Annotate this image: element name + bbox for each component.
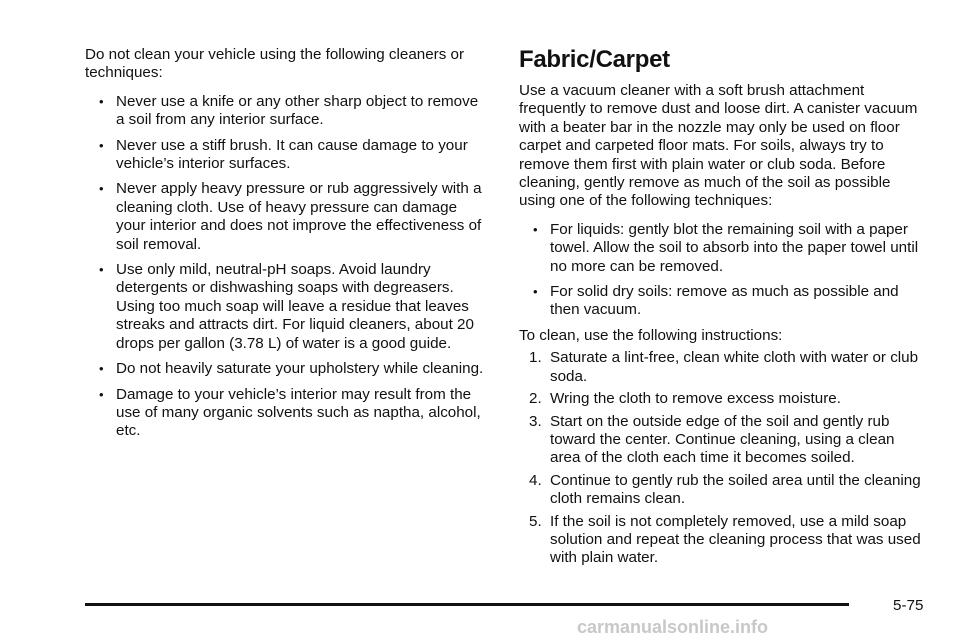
bullet-text: Never use a knife or any other sharp object to remove a soil from any interior surface. (116, 92, 479, 129)
right-bullet-list (519, 221, 929, 320)
step-text: Continue to gently rub the soiled area until the cleaning cloth remains clean. (550, 471, 921, 508)
watermark: carmanualsonline.info (577, 617, 769, 637)
bullet-icon: • (99, 181, 104, 197)
list-item (85, 261, 485, 353)
list-item (85, 180, 485, 254)
page-number: 5-75 (893, 597, 924, 614)
bullet-icon: • (99, 361, 104, 377)
left-bullet-list (85, 93, 485, 441)
step-item (519, 413, 929, 468)
step-item (519, 513, 929, 568)
instructions-intro: To clean, use the following instructions: (519, 326, 783, 344)
step-text: Wring the cloth to remove excess moisture. (550, 390, 841, 408)
bullet-text: Do not heavily saturate your upholstery while cleaning. (116, 360, 484, 378)
list-item (85, 360, 485, 378)
bullet-icon: • (99, 262, 104, 278)
bullet-text: For liquids: gently blot the remaining soil with a paper towel. Allow the soil to absorb into the paper towel until no more can be removed. (550, 220, 919, 275)
right-column (519, 46, 929, 572)
bullet-icon: • (99, 93, 104, 109)
step-text: If the soil is not completely removed, use a mild soap solution and repeat the cleaning process that was used with plain water. (550, 512, 921, 567)
bullet-icon: • (99, 137, 104, 153)
step-item (519, 472, 929, 509)
list-item (85, 386, 485, 441)
bullet-text: Never use a stiff brush. It can cause damage to your vehicle’s interior surfaces. (116, 136, 468, 173)
instruction-steps (519, 349, 929, 567)
bullet-text: Damage to your vehicle’s interior may result from the use of many organic solvents such as naptha, alcohol, etc. (116, 385, 481, 440)
bullet-text: Never apply heavy pressure or rub aggressively with a cleaning cloth. Use of heavy pressure can damage your interior and does not improve the effectiveness of soil removal. (116, 180, 482, 253)
step-text: Saturate a lint-free, clean white cloth with water or club soda. (550, 349, 919, 385)
bullet-icon: • (533, 221, 538, 237)
bullet-text: For solid dry soils: remove as much as possible and then vacuum. (550, 283, 899, 319)
section-heading: Fabric/Carpet (519, 46, 670, 73)
list-item (519, 283, 929, 320)
list-item (85, 93, 485, 130)
list-item (519, 221, 929, 276)
step-number: 2. (529, 390, 542, 408)
right-intro: Use a vacuum cleaner with a soft brush attachment frequently to remove dust and loose dirt. A canister vacuum with a beater bar in the nozzle may only be used on floor carpet and carpeted floor mats. For soils, always try to remove them first with plain water or club soda. Before cleaning, gently remove as much of the soil as possible using one of the following techniques: (519, 82, 918, 210)
step-item (519, 390, 929, 408)
bullet-text: Use only mild, neutral-pH soaps. Avoid laundry detergents or dishwashing soaps with degreasers. Using too much soap will leave a residue that leaves streaks and attracts dirt. For liquid cleaners, about 20 drops per gallon (3.78 L) of water is a good guide. (116, 261, 474, 352)
left-intro: Do not clean your vehicle using the following cleaners or techniques: (85, 46, 465, 82)
list-item (85, 137, 485, 174)
step-number: 3. (529, 412, 542, 430)
step-number: 4. (529, 471, 542, 489)
bullet-icon: • (99, 386, 104, 402)
step-text: Start on the outside edge of the soil and gently rub toward the center. Continue cleaning, using a clean area of the cloth each time it becomes soiled. (550, 412, 895, 467)
left-column (85, 46, 485, 448)
bullet-icon: • (533, 284, 538, 300)
step-item (519, 349, 929, 386)
step-number: 1. (529, 349, 542, 367)
footer-rule (85, 603, 849, 606)
step-number: 5. (529, 512, 542, 530)
